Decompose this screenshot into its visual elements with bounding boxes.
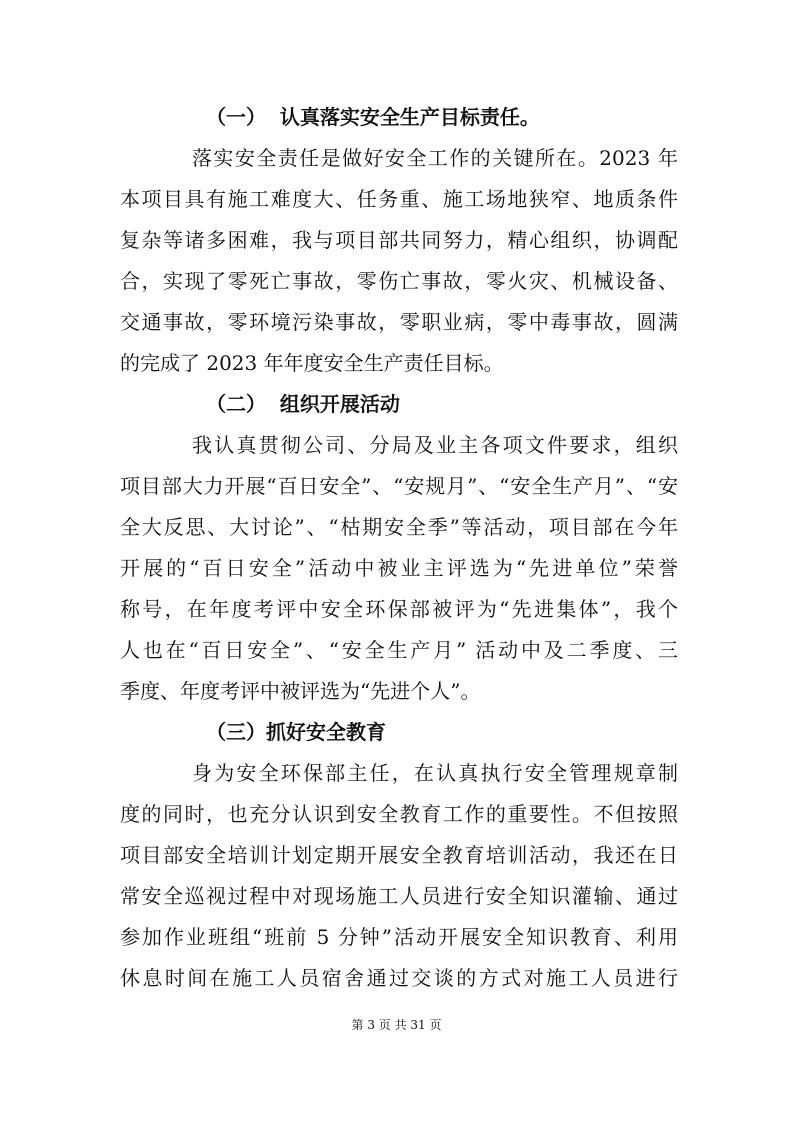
- paragraph-line: 的完成了 2023 年年度安全生产责任目标。: [120, 351, 504, 375]
- paragraph-line: 参加作业班组“班前 5 分钟”活动开展安全知识教育、利用: [120, 925, 678, 949]
- paragraph-line: 度的同时，也充分认识到安全教育工作的重要性。不但按照: [120, 802, 678, 826]
- page-number-footer: 第 3 页 共 31 页: [351, 1018, 442, 1032]
- paragraph-line: 人也在“百日安全”、“安全生产月” 活动中及二季度、三: [120, 638, 678, 662]
- paragraph-line: 常安全巡视过程中对现场施工人员进行安全知识灌输、通过: [120, 884, 678, 908]
- paragraph-line: 身为安全环保部主任，在认真执行安全管理规章制: [192, 761, 678, 785]
- section-heading: （三）抓好安全教育: [206, 720, 386, 744]
- paragraph-line: 复杂等诸多困难，我与项目部共同努力，精心组织，协调配: [120, 228, 678, 252]
- paragraph-line: 全大反思、大讨论”、“枯期安全季”等活动，项目部在今年: [120, 515, 678, 539]
- paragraph-line: 本项目具有施工难度大、任务重、施工场地狭窄、地质条件: [120, 187, 678, 211]
- paragraph-line: 交通事故，零环境污染事故，零职业病，零中毒事故，圆满: [120, 310, 678, 334]
- paragraph-line: 合，实现了零死亡事故，零伤亡事故，零火灾、机械设备、: [120, 269, 678, 293]
- paragraph-line: 我认真贯彻公司、分局及业主各项文件要求，组织: [192, 433, 678, 457]
- paragraph-line: 落实安全责任是做好安全工作的关键所在。2023 年: [192, 146, 678, 170]
- section-heading: （一） 认真落实安全生产目标责任。: [206, 105, 540, 129]
- paragraph-line: 开展的“百日安全”活动中被业主评选为“先进单位”荣誉: [120, 556, 678, 580]
- paragraph-line: 项目部大力开展“百日安全”、“安规月”、“安全生产月”、“安: [120, 474, 678, 498]
- paragraph-line: 季度、年度考评中被评选为“先进个人”。: [120, 679, 481, 703]
- document-body: [120, 97, 678, 999]
- section-heading: （二） 组织开展活动: [206, 392, 400, 416]
- paragraph-line: 休息时间在施工人员宿舍通过交谈的方式对施工人员进行: [120, 966, 678, 990]
- paragraph-line: 称号，在年度考评中安全环保部被评为“先进集体”，我个: [120, 597, 678, 621]
- paragraph-line: 项目部安全培训计划定期开展安全教育培训活动，我还在日: [120, 843, 678, 867]
